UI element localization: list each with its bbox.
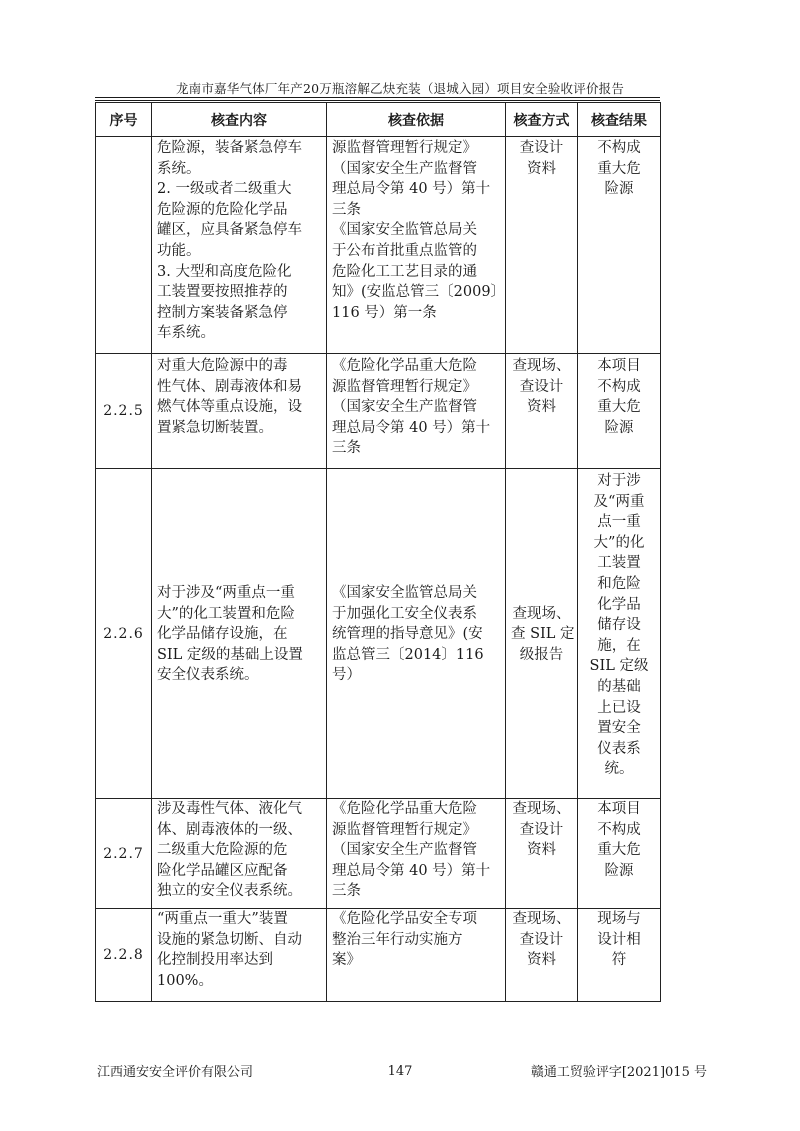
basis-line: 《国家安全监管总局关 <box>332 585 477 602</box>
column-header-seq: 序号 <box>96 103 152 137</box>
content-line: 对重大危险源中的毒 <box>157 358 288 374</box>
column-header-result: 核查结果 <box>578 103 661 137</box>
table-row <box>96 909 661 1002</box>
basis-line: 源监督管理暂行规定》 <box>332 378 477 395</box>
basis-cell <box>327 909 506 1002</box>
method-line: 查设计 <box>519 931 564 948</box>
content-line: 大”的化工装置和危险 <box>157 605 295 622</box>
footer-page-number: 147 <box>387 1064 413 1079</box>
basis-line: 源监督管理暂行规定》 <box>332 821 477 838</box>
content-line: 置紧急切断装置。 <box>157 419 273 436</box>
page-header-title: 龙南市嘉华气体厂年产20万瓶溶解乙炔充装（退城入园）项目安全验收评价报告 <box>175 81 625 96</box>
content-cell <box>152 799 327 909</box>
header-rule-bottom <box>95 100 660 101</box>
method-line: 资料 <box>527 842 556 859</box>
table-row <box>96 469 661 799</box>
method-cell <box>506 137 578 354</box>
basis-line: 于加强化工安全仪表系 <box>332 605 477 622</box>
basis-line: 案》 <box>332 952 361 969</box>
basis-line: 监总管三〔2014〕116 <box>332 646 484 663</box>
result-line: 点一重 <box>597 514 641 531</box>
result-line: 统。 <box>604 761 634 778</box>
content-line: 2. 一级或者二级重大 <box>157 181 292 198</box>
method-cell <box>506 909 578 1002</box>
content-line: 危险源的危险化学品 <box>157 201 288 218</box>
method-line: 查现场、 <box>512 358 571 374</box>
result-line: 大”的化 <box>593 534 645 551</box>
review-table <box>95 102 661 1002</box>
result-line: 对于涉 <box>597 473 641 489</box>
result-line: 仪表系 <box>597 740 641 757</box>
result-line: 重大危 <box>597 842 641 859</box>
result-line: 险源 <box>604 181 634 198</box>
basis-line: 116 号）第一条 <box>332 304 437 321</box>
result-line: 重大危 <box>597 399 641 416</box>
seq-cell: 2.2.6 <box>96 469 152 799</box>
basis-line: 于公布首批重点监管的 <box>332 242 477 259</box>
basis-line: 《危险化学品安全专项 <box>332 911 477 927</box>
basis-cell <box>327 137 506 354</box>
result-cell <box>578 469 661 799</box>
result-line: 置安全 <box>597 720 641 737</box>
content-line: 化学品储存设施，在 <box>157 626 288 643</box>
content-line: 对于涉及“两重点一重 <box>157 585 295 602</box>
method-line: 查设计 <box>519 378 564 395</box>
content-cell <box>152 469 327 799</box>
basis-line: 《危险化学品重大危险 <box>332 358 477 374</box>
basis-line: 知》(安监总管三〔2009〕 <box>332 284 506 301</box>
content-line: 体、剧毒液体的一级、 <box>157 821 302 838</box>
result-cell <box>578 799 661 909</box>
seq-cell: 2.2.5 <box>96 354 152 469</box>
column-header-method: 核查方式 <box>506 103 578 137</box>
result-line: 施，在 <box>597 637 641 654</box>
result-line: 和危险 <box>597 575 641 592</box>
basis-line: （国家安全生产监督管 <box>332 842 477 859</box>
basis-line: （国家安全生产监督管 <box>332 399 477 416</box>
method-line: 查现场、 <box>512 801 571 817</box>
content-line: 二级重大危险源的危 <box>157 842 288 859</box>
table-row <box>96 799 661 909</box>
basis-line: 号） <box>332 667 361 684</box>
footer-company: 江西通安安全评价有限公司 <box>97 1065 254 1080</box>
method-cell <box>506 469 578 799</box>
table-body <box>96 137 661 1002</box>
method-line: 级报告 <box>519 646 564 663</box>
result-line: 重大危 <box>597 160 641 177</box>
method-line: 查设计 <box>519 821 564 838</box>
result-line: 储存设 <box>597 617 641 634</box>
content-line: SIL 定级的基础上设置 <box>157 646 303 663</box>
result-line: 的基础 <box>597 678 641 695</box>
content-line: 危险源，装备紧急停车 <box>157 140 302 156</box>
result-line: 设计相 <box>597 931 641 948</box>
method-line: 资料 <box>527 160 556 177</box>
content-line: 化控制投用率达到 <box>157 952 273 969</box>
result-line: 上已设 <box>597 699 641 716</box>
header-rule-top <box>95 97 660 98</box>
basis-line: 源监督管理暂行规定》 <box>332 140 477 156</box>
table-row <box>96 137 661 354</box>
method-line: 资料 <box>527 952 556 969</box>
content-line: 车系统。 <box>157 325 215 342</box>
result-line: 现场与 <box>597 911 641 927</box>
content-line: 控制方案装备紧急停 <box>157 304 288 321</box>
content-cell <box>152 909 327 1002</box>
result-line: 工装置 <box>597 555 641 572</box>
basis-line: 统管理的指导意见》(安 <box>332 626 483 643</box>
content-cell <box>152 137 327 354</box>
seq-cell: 2.2.8 <box>96 909 152 1002</box>
result-line: 本项目 <box>597 801 641 817</box>
content-line: 燃气体等重点设施，设 <box>157 399 302 416</box>
basis-line: 三条 <box>332 201 361 218</box>
basis-line: 危险化工工艺目录的通 <box>332 263 477 280</box>
basis-line: 三条 <box>332 440 361 457</box>
column-header-basis: 核查依据 <box>327 103 506 137</box>
basis-line: （国家安全生产监督管 <box>332 160 477 177</box>
result-cell <box>578 909 661 1002</box>
basis-line: 《国家安全监管总局关 <box>332 222 477 239</box>
basis-line: 《危险化学品重大危险 <box>332 801 477 817</box>
basis-cell <box>327 354 506 469</box>
method-line: 查设计 <box>519 140 564 156</box>
basis-line: 整治三年行动实施方 <box>332 931 463 948</box>
table-row <box>96 354 661 469</box>
method-line: 查现场、 <box>512 605 571 622</box>
result-cell <box>578 137 661 354</box>
content-line: 险化学品罐区应配备 <box>157 862 288 879</box>
basis-cell <box>327 469 506 799</box>
content-line: 功能。 <box>157 242 201 259</box>
basis-line: 理总局令第 40 号）第十 <box>332 419 491 436</box>
footer-doc-number: 赣通工贸验评字[2021]015 号 <box>530 1065 707 1080</box>
content-line: 工装置要按照推荐的 <box>157 284 288 301</box>
basis-line: 三条 <box>332 883 361 900</box>
result-line: SIL 定级 <box>589 658 649 675</box>
method-line: 资料 <box>527 399 556 416</box>
seq-cell <box>96 137 152 354</box>
method-line: 查 SIL 定 <box>511 626 575 643</box>
content-line: 罐区，应具备紧急停车 <box>157 222 302 239</box>
content-line: 安全仪表系统。 <box>157 667 259 684</box>
content-line: 系统。 <box>157 160 201 177</box>
result-line: 不构成 <box>597 821 641 838</box>
basis-cell <box>327 799 506 909</box>
result-cell <box>578 354 661 469</box>
content-line: 100%。 <box>157 972 213 989</box>
method-line: 查现场、 <box>512 911 571 927</box>
content-line: “两重点一重大”装置 <box>157 911 288 927</box>
result-line: 险源 <box>604 862 634 879</box>
basis-line: 理总局令第 40 号）第十 <box>332 181 491 198</box>
content-line: 性气体、剧毒液体和易 <box>157 378 302 395</box>
result-line: 化学品 <box>597 596 641 613</box>
column-header-content: 核查内容 <box>152 103 327 137</box>
result-line: 本项目 <box>597 358 641 374</box>
content-line: 涉及毒性气体、液化气 <box>157 801 302 817</box>
content-line: 3. 大型和高度危险化 <box>157 263 292 280</box>
content-line: 设施的紧急切断、自动 <box>157 931 302 948</box>
method-cell <box>506 354 578 469</box>
result-line: 不构成 <box>597 140 641 156</box>
result-line: 不构成 <box>597 378 641 395</box>
method-cell <box>506 799 578 909</box>
result-line: 符 <box>611 952 627 969</box>
result-line: 及“两重 <box>593 493 645 510</box>
content-line: 独立的安全仪表系统。 <box>157 883 302 900</box>
result-line: 险源 <box>604 419 634 436</box>
seq-cell: 2.2.7 <box>96 799 152 909</box>
content-cell <box>152 354 327 469</box>
table-header-row <box>96 103 661 137</box>
basis-line: 理总局令第 40 号）第十 <box>332 862 491 879</box>
